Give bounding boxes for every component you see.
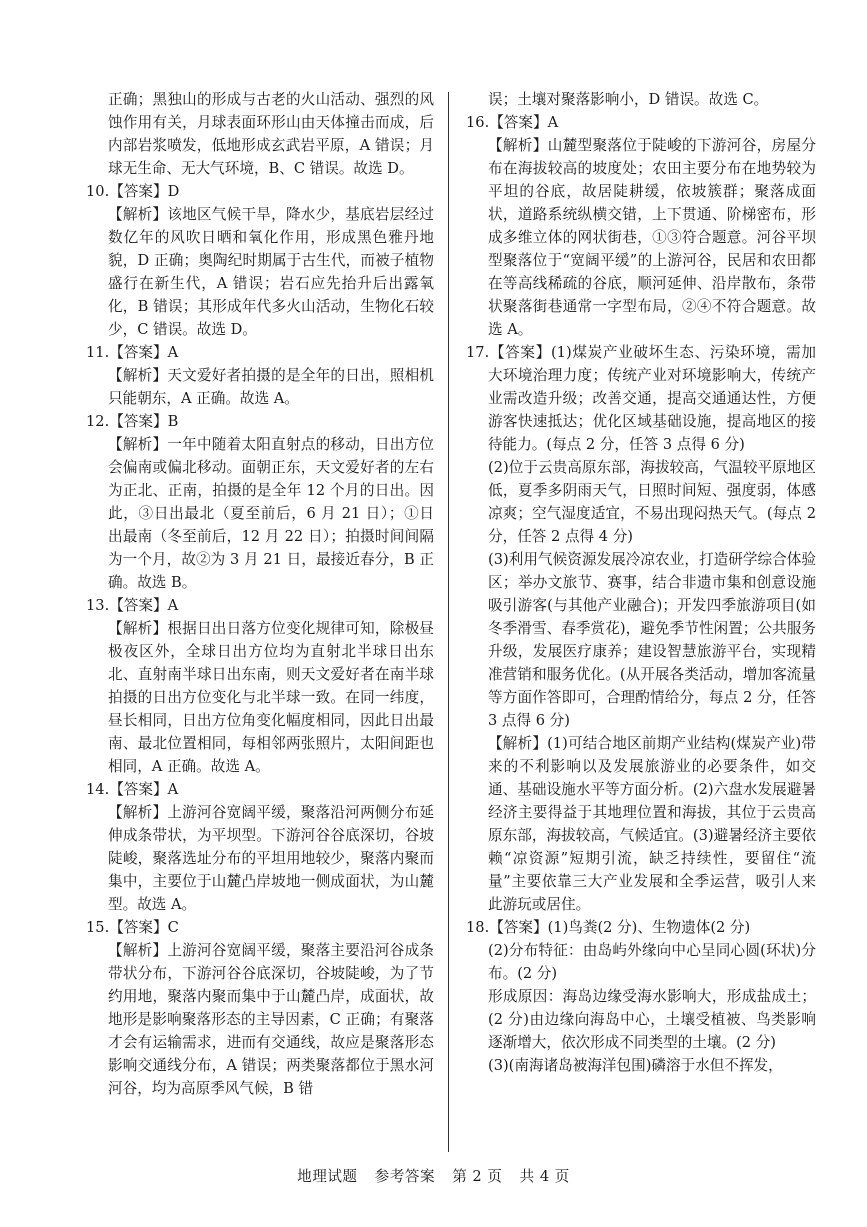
right-column: [466, 88, 816, 1077]
paragraph: 形成原因：海岛边缘受海水影响大，形成盐成土；(2 分)由边缘向海岛中心，土壤受植被、鸟类影响逐渐增大，依次形成不同类型的土壤。(2 分): [488, 988, 816, 1051]
footer-page-number: 第 2 页: [452, 1168, 503, 1185]
paragraph: (3)利用气候资源发展冷凉农业，打造研学综合体验区；举办文旅节、赛事，结合非遗市集和创意设施吸引游客(与其他产业融合)；开发四季旅游项目(如冬季滑雪、春季赏花)，避免季节性闲置；公共服务升级，发展医疗康养；建设智慧旅游平台，实现精准营销和服务优化。(从开展各类活动，增加客流量等方面作答即可，合理酌情给分，每点 2 分，任答 3 点得 6 分): [488, 551, 816, 729]
paragraph: 14.【答案】A: [86, 781, 179, 798]
paragraph: 【解析】该地区气候干旱，降水少，基底岩层经过数亿年的风吹日晒和氧化作用，形成黑色雅丹地貌，D 正确；奥陶纪时期属于古生代，而被子植物盛行在新生代，A 错误；岩石应先抬升后出露氧化，B 错误；其形成年代多火山活动，生物化石较少，C 错误。故选 D。: [108, 206, 434, 338]
footer-answer-label: 参考答案: [374, 1168, 436, 1185]
paragraph: 【解析】天文爱好者拍摄的是全年的日出，照相机只能朝东，A 正确。故选 A。: [108, 367, 434, 407]
paragraph: (2)位于云贵高原东部，海拔较高，气温较平原地区低，夏季多阴雨天气，日照时间短、强度弱，体感凉爽；空气湿度适宜，不易出现闷热天气。(每点 2 分，任答 2 点得 4 分): [488, 459, 816, 545]
paragraph: 【解析】一年中随着太阳直射点的移动，日出方位会偏南或偏北移动。面朝正东，天文爱好者的左右为正北、正南，拍摄的是全年 12 个月的日出。因此，③日出最北（夏至前后，6 月 21 日）；①日出最南（冬至前后，12 月 22 日）；拍摄时间间隔为一个月，故②为 3 月 21 日，最接近春分，B 正确。故选 B。: [108, 436, 434, 591]
paragraph: 误；土壤对聚落影响小，D 错误。故选 C。: [488, 91, 769, 108]
paragraph: 16.【答案】A: [466, 114, 559, 131]
footer-total-pages: 共 4 页: [519, 1168, 570, 1185]
paragraph: 12.【答案】B: [86, 413, 179, 430]
column-divider: [448, 92, 449, 1152]
paragraph: 11.【答案】A: [86, 344, 179, 361]
paragraph: 【解析】根据日出日落方位变化规律可知，除极昼极夜区外，全球日出方位均为直射北半球日出东北、直射南半球日出东南，则天文爱好者在南半球拍摄的日出方位变化与北半球一致。在同一纬度，昼长相同，日出方位角变化幅度相同，因此日出最南、最北位置相同，每相邻两张照片，太阳间距也相同，A 正确。故选 A。: [108, 620, 434, 775]
paragraph: 10.【答案】D: [86, 183, 180, 200]
paragraph: 18.【答案】(1)鸟粪(2 分)、生物遗体(2 分): [466, 919, 751, 936]
paragraph: 15.【答案】C: [86, 919, 179, 936]
paragraph: 【解析】上游河谷宽阔平缓，聚落沿河两侧分布延伸成条带状，为平坝型。下游河谷谷底深切，谷坡陡峻，聚落选址分布的平坦用地较少，聚落内聚而集中，主要位于山麓凸岸坡地一侧成面状，为山麓型。故选 A。: [108, 804, 434, 913]
page-footer: [0, 1165, 867, 1186]
paragraph: 【解析】(1)可结合地区前期产业结构(煤炭产业)带来的不利影响以及发展旅游业的必要条件，如交通、基础设施水平等方面分析。(2)六盘水发展避暑经济主要得益于其地理位置和海拔，其位于云贵高原东部，海拔较高，气候适宜。(3)避暑经济主要依赖“凉资源”短期引流，缺乏持续性，要留住“流量”主要依靠三大产业发展和全季运营，吸引人来此游玩或居住。: [488, 735, 816, 913]
paragraph: (3)(南海诸岛被海洋包围)磷溶于水但不挥发，: [488, 1057, 783, 1074]
paragraph: 【解析】上游河谷宽阔平缓，聚落主要沿河谷成条带状分布，下游河谷谷底深切，谷坡陡峻，为了节约用地，聚落内聚而集中于山麓凸岸，成面状，故地形是影响聚落形态的主导因素，C 正确；有聚落才会有运输需求，进而有交通线，故应是聚落形态影响交通线分布，A 错误；两类聚落都位于黑水河河谷，均为高原季风气候，B 错: [108, 942, 434, 1097]
left-column: [86, 88, 434, 1100]
footer-subject: 地理试题: [297, 1168, 358, 1185]
paragraph: 【解析】山麓型聚落位于陡峻的下游河谷，房屋分布在海拔较高的坡度处；农田主要分布在地势较为平坦的谷底，故居陡耕缓，依坡簇群；聚落成面状，道路系统纵横交错，上下贯通、阶梯密布，形成多维立体的网状街巷，①③符合题意。河谷平坝型聚落位于“宽阔平缓”的上游河谷，民居和农田都在等高线稀疏的谷底，顺河延伸、沿岸散布，条带状聚落街巷通常一字型布局，②④不符合题意。故选 A。: [488, 137, 816, 338]
paragraph: 13.【答案】A: [86, 597, 179, 614]
paragraph: 正确；黑独山的形成与古老的火山活动、强烈的风蚀作用有关，月球表面环形山由天体撞击而成，后内部岩浆喷发，低地形成玄武岩平原，A 错误；月球无生命、无大气环境，B、C 错误。故选 D。: [108, 91, 434, 177]
paragraph: (2)分布特征：由岛屿外缘向中心呈同心圆(环状)分布。(2 分): [488, 942, 816, 982]
paragraph: 17.【答案】(1)煤炭产业破坏生态、污染环境，需加大环境治理力度；传统产业对环境影响大，传统产业需改造升级；改善交通，提高交通通达性，方便游客快速抵达；优化区域基础设施，提高地区的接待能力。(每点 2 分，任答 3 点得 6 分): [466, 344, 816, 453]
